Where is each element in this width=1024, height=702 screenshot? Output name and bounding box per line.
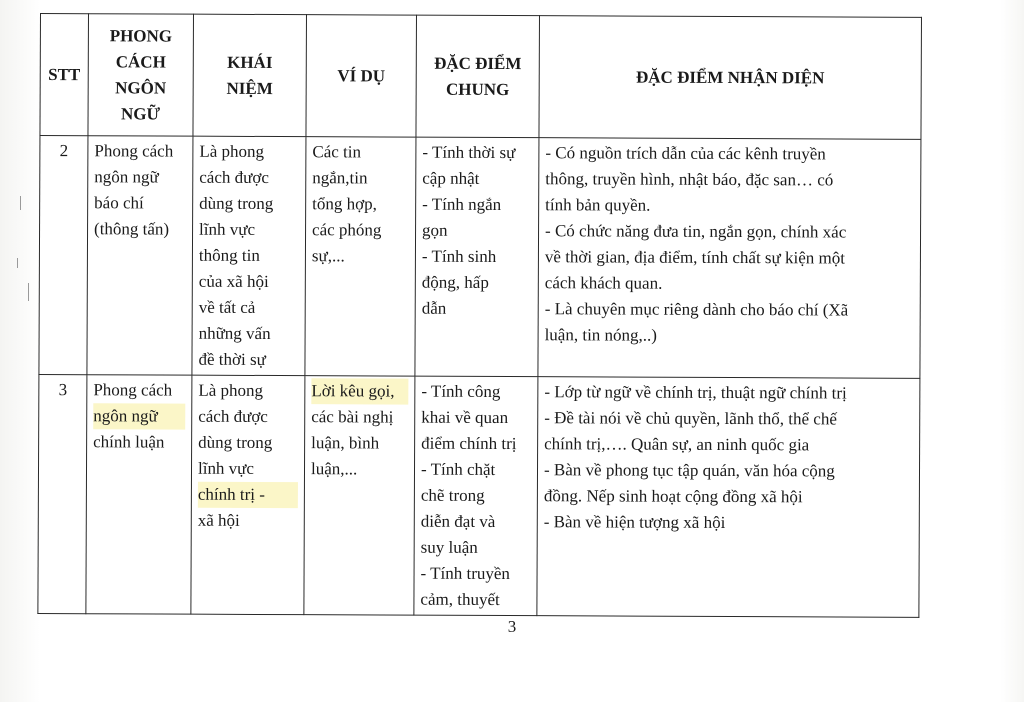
khai-niem-cell: Là phong cách được dùng trong lĩnh vực thông tin của xã hội về tất cả những vấn đề thời sự: [192, 136, 306, 375]
dac-diem-nhan-dien-cell: - Lớp từ ngữ về chính trị, thuật ngữ chính trị - Đề tài nói về chủ quyền, lãnh thổ, thể chế chính trị,…. Quân sự, an ninh quốc gia - Bàn về phong tục tập quán, văn hóa cộng đồng. Nếp sinh hoạt cộng đồng xã hội - Bàn về hiện tượng xã hội: [537, 377, 920, 618]
stt-cell: 3: [38, 374, 87, 613]
table-row: [39, 136, 921, 379]
dac-diem-chung-cell: - Tính thời sự cập nhật - Tính ngắn gọn - Tính sinh động, hấp dẫn: [415, 137, 539, 377]
table-row: [38, 374, 920, 617]
header-phong-cach: PHONG CÁCH NGÔN NGỮ: [88, 14, 194, 136]
scan-mark: [17, 258, 18, 268]
scan-mark: [20, 196, 21, 210]
phong-cach-cell: Phong cách ngôn ngữ báo chí (thông tấn): [87, 136, 193, 375]
dac-diem-nhan-dien-cell: - Có nguồn trích dẫn của các kênh truyền thông, truyền hình, nhật báo, đặc san… có tính bản quyền. - Có chức năng đưa tin, ngắn gọn, chính xác về thời gian, địa điểm, tính chất sự kiện một cách khách quan. - Là chuyên mục riêng dành cho báo chí (Xã luận, tin nóng,..): [538, 138, 921, 379]
vi-du-cell: Lời kêu gọi, các bài nghị luận, bình luận,...: [304, 376, 415, 615]
vi-du-cell: Các tin ngắn,tin tổng hợp, các phóng sự,...: [305, 137, 416, 376]
phong-cach-cell: Phong cách ngôn ngữ chính luận: [86, 375, 192, 614]
dac-diem-chung-cell: - Tính công khai về quan điểm chính trị - Tính chặt chẽ trong diễn đạt và suy luận - Tính truyền cảm, thuyết: [414, 376, 538, 616]
khai-niem-cell: Là phong cách được dùng trong lĩnh vực chính trị - xã hội: [191, 375, 305, 614]
header-vi-du: VÍ DỤ: [306, 15, 417, 137]
table-header-row: [40, 14, 922, 140]
header-khai-niem: KHÁI NIỆM: [193, 14, 307, 136]
header-stt: STT: [40, 14, 89, 136]
style-comparison-table: [37, 13, 922, 618]
stt-cell: 2: [39, 136, 88, 375]
scan-mark: [28, 283, 29, 301]
header-dac-diem-chung: ĐẶC ĐIỂM CHUNG: [416, 15, 540, 138]
header-dac-diem-nhan-dien: ĐẶC ĐIỂM NHẬN DIỆN: [539, 16, 922, 140]
page-number: 3: [507, 617, 517, 636]
